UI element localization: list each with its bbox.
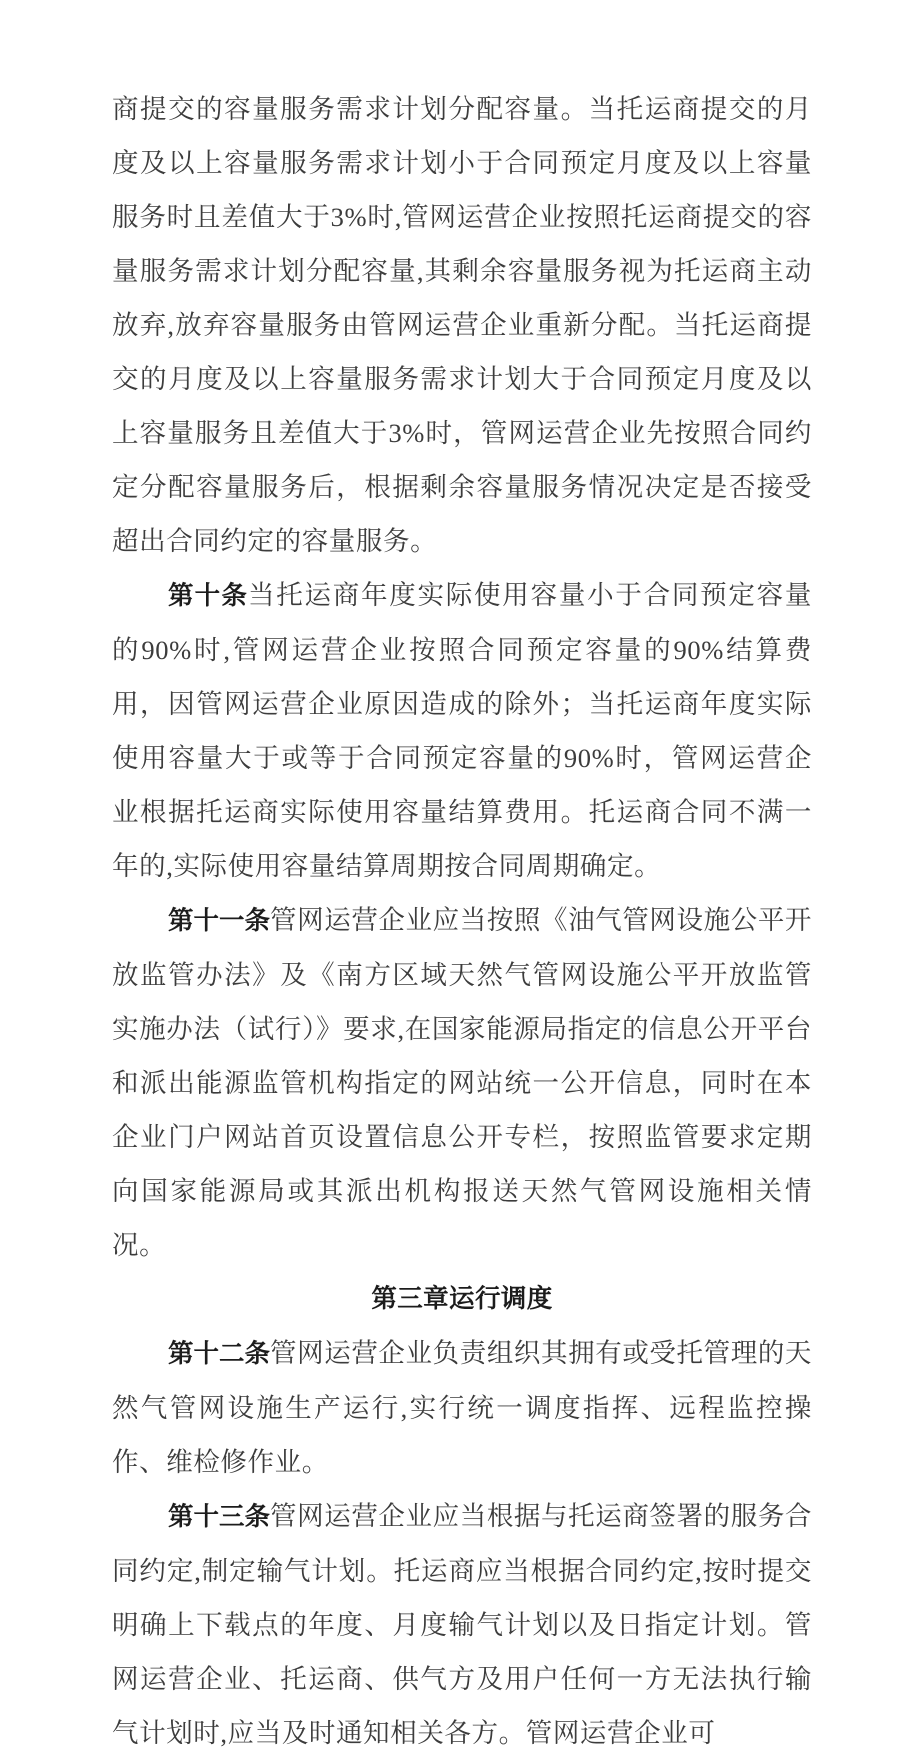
article-13-paragraph <box>112 1489 812 1760</box>
chapter-3-heading: 第三章运行调度 <box>371 1285 553 1313</box>
article-12-paragraph <box>112 1326 812 1489</box>
article-11-paragraph <box>112 893 812 1272</box>
paragraph-continuation: 商提交的容量服务需求计划分配容量。当托运商提交的月度及以上容量服务需求计划小于合同预定月度及以上容量服务时且差值大于3%时,管网运营企业按照托运商提交的容量服务需求计划分配容量,其剩余容量服务视为托运商主动放弃,放弃容量服务由管网运营企业重新分配。当托运商提交的月度及以上容量服务需求计划大于合同预定月度及以上容量服务且差值大于3%时，管网运营企业先按照合同约定分配容量服务后，根据剩余容量服务情况决定是否接受超出合同约定的容量服务。 <box>112 94 812 556</box>
article-12-body: 管网运营企业负责组织其拥有或受托管理的天然气管网设施生产运行,实行统一调度指挥、远程监控操作、维检修作业。 <box>112 1338 813 1477</box>
article-12-marker: 第十二条 <box>168 1340 271 1368</box>
article-10-body: 当托运商年度实际使用容量小于合同预定容量的90%时,管网运营企业按照合同预定容量的90%结算费用，因管网运营企业原因造成的除外；当托运商年度实际使用容量大于或等于合同预定容量的90%时，管网运营企业根据托运商实际使用容量结算费用。托运商合同不满一年的,实际使用容量结算周期按合同周期确定。 <box>112 580 812 881</box>
article-10-marker: 第十条 <box>168 582 248 610</box>
article-11-body: 管网运营企业应当按照《油气管网设施公平开放监管办法》及《南方区域天然气管网设施公平开放监管实施办法（试行）》要求,在国家能源局指定的信息公开平台和派出能源监管机构指定的网站统一公开信息，同时在本企业门户网站首页设置信息公开专栏，按照监管要求定期向国家能源局或其派出机构报送天然气管网设施相关情况。 <box>112 905 813 1260</box>
text-column <box>112 82 812 1760</box>
article-10-paragraph <box>112 568 812 893</box>
article-13-body: 管网运营企业应当根据与托运商签署的服务合同约定,制定输气计划。托运商应当根据合同约定,按时提交明确上下载点的年度、月度输气计划以及日指定计划。管网运营企业、托运商、供气方及用户任何一方无法执行输气计划时,应当及时通知相关各方。管网运营企业可 <box>112 1501 813 1748</box>
article-13-marker: 第十三条 <box>168 1503 271 1531</box>
article-11-marker: 第十一条 <box>168 907 271 935</box>
